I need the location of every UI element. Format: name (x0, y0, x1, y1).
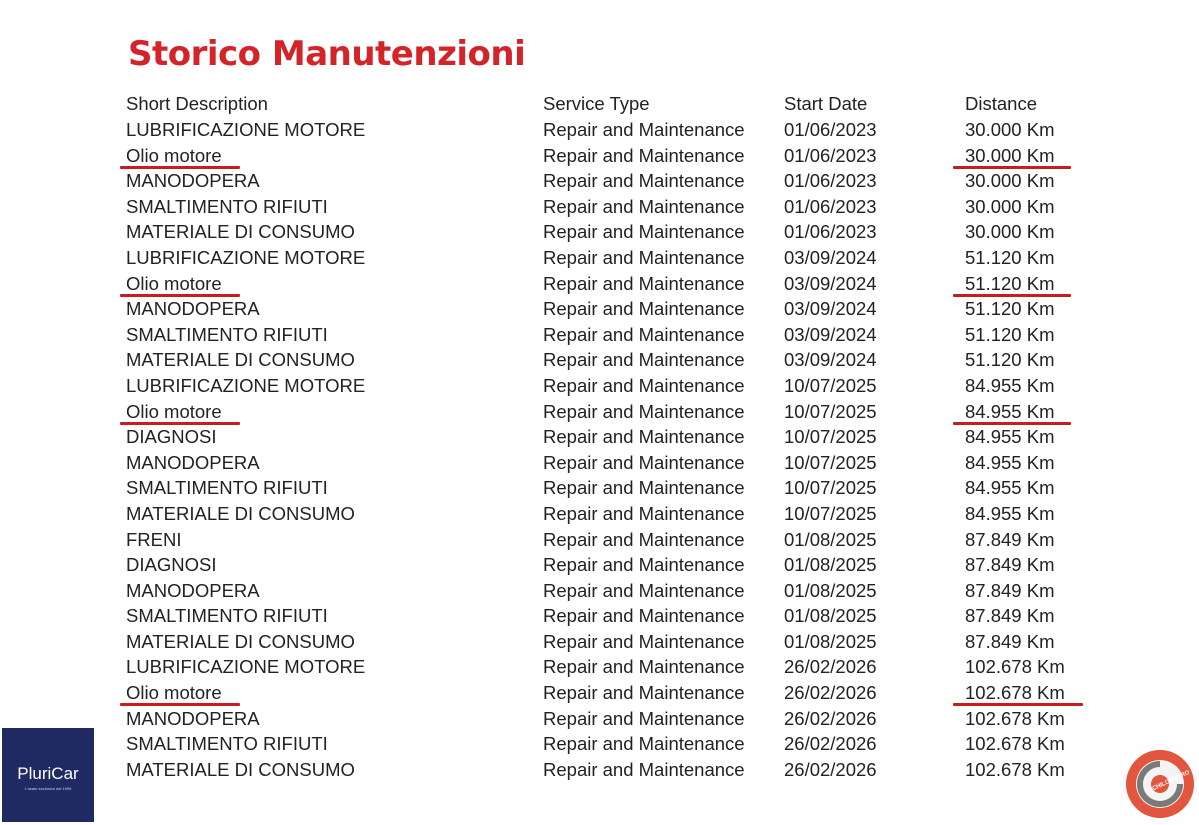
cell-distance: 102.678 Km (965, 758, 1065, 780)
cell-short-description: SMALTIMENTO RIFIUTI (126, 323, 328, 345)
cell-start-date: 10/07/2025 (784, 426, 877, 448)
table-row (0, 168, 1199, 194)
cell-service-type: Repair and Maintenance (543, 682, 745, 704)
cell-distance: 30.000 Km (965, 144, 1055, 166)
cell-start-date: 01/08/2025 (784, 528, 877, 550)
cell-distance: 84.955 Km (965, 400, 1055, 422)
cell-distance: 102.678 Km (965, 656, 1065, 678)
cell-service-type: Repair and Maintenance (543, 502, 745, 524)
cell-distance: 84.955 Km (965, 477, 1055, 499)
cell-service-type: Repair and Maintenance (543, 451, 745, 473)
cell-service-type: Repair and Maintenance (543, 733, 745, 755)
cell-distance: 102.678 Km (965, 682, 1065, 704)
cell-start-date: 26/02/2026 (784, 758, 877, 780)
cell-start-date: 01/06/2023 (784, 170, 877, 192)
cell-start-date: 10/07/2025 (784, 477, 877, 499)
cell-distance: 51.120 Km (965, 246, 1055, 268)
cell-service-type: Repair and Maintenance (543, 656, 745, 678)
table-header (0, 91, 1199, 117)
cell-short-description: MANODOPERA (126, 451, 260, 473)
cell-distance: 30.000 Km (965, 119, 1055, 140)
cell-distance: 84.955 Km (965, 426, 1055, 448)
table-row (0, 731, 1199, 757)
cell-service-type: Repair and Maintenance (543, 374, 745, 396)
table-row (0, 322, 1199, 348)
table-row (0, 757, 1199, 783)
cell-service-type: Repair and Maintenance (543, 528, 745, 550)
table-row (0, 527, 1199, 553)
cell-start-date: 10/07/2025 (784, 374, 877, 396)
cell-start-date: 01/08/2025 (784, 579, 877, 601)
table-row (0, 603, 1199, 629)
cell-service-type: Repair and Maintenance (543, 426, 745, 448)
cell-short-description: MATERIALE DI CONSUMO (126, 758, 355, 780)
table-row (0, 399, 1199, 425)
cell-start-date: 01/08/2025 (784, 554, 877, 576)
cell-service-type: Repair and Maintenance (543, 195, 745, 217)
table-row (0, 578, 1199, 604)
cell-short-description: DIAGNOSI (126, 554, 217, 576)
cell-short-description: LUBRIFICAZIONE MOTORE (126, 656, 366, 678)
cell-service-type: Repair and Maintenance (543, 554, 745, 576)
table-row (0, 347, 1199, 373)
cell-short-description: Olio motore (126, 682, 222, 704)
cell-short-description: MATERIALE DI CONSUMO (126, 221, 355, 243)
cell-service-type: Repair and Maintenance (543, 477, 745, 499)
cell-service-type: Repair and Maintenance (543, 221, 745, 243)
cell-short-description: SMALTIMENTO RIFIUTI (126, 605, 328, 627)
page-title: Storico Manutenzioni (128, 34, 526, 74)
cell-start-date: 26/02/2026 (784, 656, 877, 678)
pluricar-logo (2, 728, 94, 822)
cell-service-type: Repair and Maintenance (543, 119, 745, 140)
cell-distance: 84.955 Km (965, 502, 1055, 524)
table-row (0, 143, 1199, 169)
table-body (0, 117, 1199, 782)
cell-service-type: Repair and Maintenance (543, 400, 745, 422)
cell-start-date: 26/02/2026 (784, 707, 877, 729)
cell-start-date: 01/06/2023 (784, 221, 877, 243)
cell-distance: 51.120 Km (965, 272, 1055, 294)
cell-distance: 51.120 Km (965, 298, 1055, 320)
cell-distance: 87.849 Km (965, 605, 1055, 627)
table-row (0, 654, 1199, 680)
cell-start-date: 03/09/2024 (784, 323, 877, 345)
cell-distance: 87.849 Km (965, 528, 1055, 550)
cell-short-description: DIAGNOSI (126, 426, 217, 448)
cell-distance: 30.000 Km (965, 221, 1055, 243)
cell-service-type: Repair and Maintenance (543, 707, 745, 729)
cell-short-description: MATERIALE DI CONSUMO (126, 630, 355, 652)
cell-start-date: 26/02/2026 (784, 733, 877, 755)
cell-distance: 87.849 Km (965, 554, 1055, 576)
table-row (0, 706, 1199, 732)
cell-distance: 84.955 Km (965, 451, 1055, 473)
table-row (0, 475, 1199, 501)
table-row (0, 552, 1199, 578)
cell-short-description: LUBRIFICAZIONE MOTORE (126, 374, 366, 396)
cell-short-description: Olio motore (126, 400, 222, 422)
table-row (0, 117, 1199, 143)
table-row (0, 450, 1199, 476)
cell-service-type: Repair and Maintenance (543, 349, 745, 371)
logo-brand-text: PluriCar (17, 764, 79, 783)
cell-service-type: Repair and Maintenance (543, 323, 745, 345)
cell-short-description: MANODOPERA (126, 707, 260, 729)
table-row (0, 501, 1199, 527)
cell-distance: 102.678 Km (965, 733, 1065, 755)
cell-start-date: 03/09/2024 (784, 246, 877, 268)
cell-start-date: 01/08/2025 (784, 605, 877, 627)
logo-tagline: L'usato esclusivo dal 1999 (24, 786, 72, 791)
cell-service-type: Repair and Maintenance (543, 144, 745, 166)
cell-start-date: 10/07/2025 (784, 400, 877, 422)
table-row (0, 629, 1199, 655)
cell-service-type: Repair and Maintenance (543, 246, 745, 268)
table-row (0, 194, 1199, 220)
cell-distance: 30.000 Km (965, 195, 1055, 217)
cell-service-type: Repair and Maintenance (543, 579, 745, 601)
cell-short-description: MANODOPERA (126, 579, 260, 601)
table-row (0, 245, 1199, 271)
table-row (0, 424, 1199, 450)
cell-start-date: 01/08/2025 (784, 630, 877, 652)
cell-short-description: MATERIALE DI CONSUMO (126, 349, 355, 371)
table-row (0, 296, 1199, 322)
cell-short-description: MANODOPERA (126, 170, 260, 192)
header-short-description: Short Description (126, 93, 268, 114)
cell-short-description: MANODOPERA (126, 298, 260, 320)
cell-start-date: 01/06/2023 (784, 195, 877, 217)
cell-start-date: 26/02/2026 (784, 682, 877, 704)
cell-distance: 102.678 Km (965, 707, 1065, 729)
cell-service-type: Repair and Maintenance (543, 630, 745, 652)
cell-distance: 87.849 Km (965, 579, 1055, 601)
cell-short-description: Olio motore (126, 144, 222, 166)
cell-short-description: LUBRIFICAZIONE MOTORE (126, 246, 366, 268)
cell-distance: 51.120 Km (965, 323, 1055, 345)
cell-distance: 51.120 Km (965, 349, 1055, 371)
table-row (0, 219, 1199, 245)
cell-service-type: Repair and Maintenance (543, 170, 745, 192)
cell-service-type: Repair and Maintenance (543, 298, 745, 320)
cell-start-date: 03/09/2024 (784, 298, 877, 320)
cell-short-description: FRENI (126, 528, 182, 550)
cell-start-date: 01/06/2023 (784, 119, 877, 140)
cell-short-description: SMALTIMENTO RIFIUTI (126, 477, 328, 499)
cell-short-description: LUBRIFICAZIONE MOTORE (126, 119, 366, 140)
cell-distance: 30.000 Km (965, 170, 1055, 192)
cell-start-date: 03/09/2024 (784, 349, 877, 371)
cell-distance: 87.849 Km (965, 630, 1055, 652)
cell-short-description: Olio motore (126, 272, 222, 294)
cell-start-date: 10/07/2025 (784, 451, 877, 473)
table-row (0, 680, 1199, 706)
chilometro-logo (1124, 748, 1196, 820)
cell-short-description: MATERIALE DI CONSUMO (126, 502, 355, 524)
cell-service-type: Repair and Maintenance (543, 758, 745, 780)
cell-short-description: SMALTIMENTO RIFIUTI (126, 733, 328, 755)
cell-distance: 84.955 Km (965, 374, 1055, 396)
cell-service-type: Repair and Maintenance (543, 605, 745, 627)
table-row (0, 373, 1199, 399)
table-row (0, 271, 1199, 297)
cell-service-type: Repair and Maintenance (543, 272, 745, 294)
cell-start-date: 01/06/2023 (784, 144, 877, 166)
header-start-date: Start Date (784, 93, 868, 114)
header-distance: Distance (965, 93, 1037, 114)
cell-start-date: 03/09/2024 (784, 272, 877, 294)
logo-chilometro-text: CHILOMETRO (1151, 769, 1191, 793)
cell-start-date: 10/07/2025 (784, 502, 877, 524)
cell-short-description: SMALTIMENTO RIFIUTI (126, 195, 328, 217)
header-service-type: Service Type (543, 93, 650, 114)
